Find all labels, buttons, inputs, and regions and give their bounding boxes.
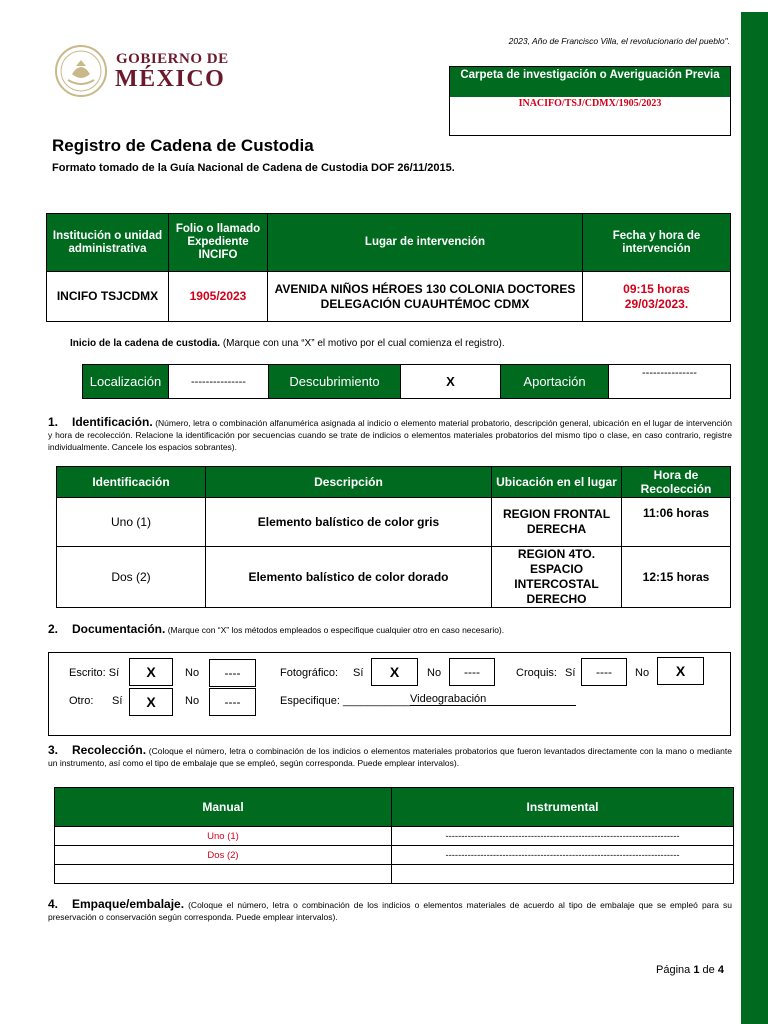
descubrimiento-label: Descubrimiento — [269, 365, 401, 399]
table-row — [55, 827, 734, 846]
recoleccion-table — [54, 787, 734, 884]
descubrimiento-value[interactable]: X — [401, 365, 501, 399]
section3-heading: Recolección. — [72, 743, 147, 757]
table-row — [57, 498, 731, 547]
pagina-label: Página — [656, 964, 691, 976]
fecha-line2: 29/03/2023. — [624, 296, 689, 311]
escrito-no-box[interactable]: ---- — [209, 659, 256, 687]
section1-heading: Identificación. — [72, 415, 153, 429]
carpeta-label: Carpeta de investigación o Averiguación Previa — [450, 67, 730, 97]
row2-descripcion: Elemento balístico de color dorado — [206, 547, 492, 608]
carpeta-box — [449, 66, 731, 136]
header-manual: Manual — [55, 788, 392, 827]
logo-line1: GOBIERNO DE — [116, 51, 229, 67]
year-motto: 2023, Año de Francisco Villa, el revolucionario del pueblo". — [508, 36, 730, 46]
otro-label: Otro: — [69, 695, 94, 707]
gobierno-logo — [54, 44, 244, 100]
header-lugar: Lugar de intervención — [268, 214, 583, 272]
lugar-line1: AVENIDA NIÑOS HÉROES 130 COLONIA DOCTORES — [274, 281, 576, 296]
documentacion-section — [48, 622, 504, 636]
inicio-instructions — [70, 338, 505, 349]
row2-id: Dos (2) — [57, 547, 206, 608]
national-seal-icon — [54, 44, 108, 98]
header-identificacion: Identificación — [57, 467, 206, 498]
cell-fecha — [583, 272, 731, 322]
table-row — [55, 846, 734, 865]
recoleccion-section — [48, 744, 732, 769]
localizacion-value[interactable]: --------------- — [169, 365, 269, 399]
row3-manual — [55, 865, 392, 884]
row1-manual: Uno (1) — [55, 827, 392, 846]
logo-line2: MÉXICO — [115, 66, 226, 92]
page-title: Registro de Cadena de Custodia — [52, 136, 314, 155]
aportacion-label: Aportación — [501, 365, 609, 399]
header-folio: Folio o llamado Expediente INCIFO — [169, 214, 268, 272]
lugar-line2: DELEGACIÓN CUAUHTÉMOC CDMX — [320, 296, 530, 311]
row2-ubicacion: REGION 4TO. ESPACIO INTERCOSTAL DERECHO — [492, 547, 622, 608]
table-row — [57, 547, 731, 608]
header-instrumental: Instrumental — [392, 788, 734, 827]
fotografico-no-label: No — [427, 667, 442, 679]
section4-note: (Coloque el número, letra o combinación de los indicios o elementos materiales de acuerdo al tipo de embalaje que se empleó para su preservación o conservación según corresponda. Puede emplear intervalos). — [48, 900, 732, 922]
fecha-line1: 09:15 horas — [623, 281, 690, 296]
page-number — [656, 964, 724, 976]
otro-no-box[interactable]: ---- — [209, 688, 256, 716]
localizacion-label: Localización — [83, 365, 169, 399]
fotografico-no-box[interactable]: ---- — [449, 658, 495, 686]
escrito-si-box[interactable]: X — [129, 658, 173, 686]
especifique-label: Especifique: ___________ — [280, 695, 411, 707]
section3-number: 3. — [48, 743, 59, 757]
inicio-options-table — [82, 364, 731, 399]
header-descripcion: Descripción — [206, 467, 492, 498]
inicio-text: (Marque con una “X” el motivo por el cual comienza el registro). — [220, 338, 505, 349]
row2-manual: Dos (2) — [55, 846, 392, 865]
de-label: de — [702, 964, 715, 976]
identificacion-table — [56, 466, 731, 608]
section4-heading: Empaque/embalaje. — [72, 897, 185, 911]
fotografico-label: Fotográfico: — [280, 667, 339, 679]
fotografico-si-label: Sí — [353, 667, 364, 679]
fotografico-si-box[interactable]: X — [371, 658, 418, 686]
total-pages: 4 — [717, 964, 724, 976]
header-hora: Hora de Recolección — [622, 467, 731, 498]
croquis-no-box[interactable]: X — [657, 657, 704, 685]
page-subtitle: Formato tomado de la Guía Nacional de Cadena de Custodia DOF 26/11/2015. — [52, 162, 455, 174]
section1-note: (Número, letra o combinación alfanumérica asignada al indicio o elemento material probatorio, descripción general, ubicación en el lugar de intervención y hora de recolección. Relacione la identificación por secuencias cuando se trate de indicios o elementos materiales probatorios del mismo tipo o clase, en caso contrario, registre individualmente. Cancele los espacios sobrantes). — [48, 418, 732, 452]
header-institucion: Institución o unidad administrativa — [47, 214, 169, 272]
section4-number: 4. — [48, 897, 59, 911]
croquis-label: Croquis: — [516, 667, 557, 679]
header-fecha: Fecha y hora de intervención — [583, 214, 731, 272]
side-color-bar — [741, 12, 768, 1024]
cell-lugar — [268, 272, 583, 322]
row1-instrumental: -------------------------------------------------------------------------- — [392, 827, 734, 846]
section2-note: (Marque con “X” los métodos empleados o especifique cualquier otro en caso necesario). — [165, 625, 505, 635]
section2-number: 2. — [48, 622, 59, 636]
otro-si-label: Sí — [112, 695, 123, 707]
especifique-value[interactable]: Videograbación — [410, 693, 576, 706]
escrito-no-label: No — [185, 667, 200, 679]
row2-instrumental: -------------------------------------------------------------------------- — [392, 846, 734, 865]
section1-number: 1. — [48, 415, 59, 429]
header-ubicacion: Ubicación en el lugar — [492, 467, 622, 498]
row1-ubicacion: REGION FRONTAL DERECHA — [492, 498, 622, 547]
empaque-section — [48, 898, 732, 923]
croquis-no-label: No — [635, 667, 650, 679]
carpeta-value: INACIFO/TSJ/CDMX/1905/2023 — [518, 98, 662, 109]
row1-id: Uno (1) — [57, 498, 206, 547]
inicio-bold: Inicio de la cadena de custodia. — [70, 338, 221, 349]
cell-institucion: INCIFO TSJCDMX — [47, 272, 169, 322]
identificacion-section — [48, 416, 732, 453]
escrito-label: Escrito: Sí — [69, 667, 120, 679]
row3-instrumental — [392, 865, 734, 884]
table-row — [55, 865, 734, 884]
documentacion-box — [48, 652, 731, 736]
section2-heading: Documentación. — [72, 622, 166, 636]
section3-note: (Coloque el número, letra o combinación de los indicios o elementos materiales probatorios que fueron levantados directamente con la mano o mediante un instrumento, así como el tipo de embalaje que se empleó, según corresponda. Puede emplear intervalos). — [48, 746, 732, 768]
row1-descripcion: Elemento balístico de color gris — [206, 498, 492, 547]
croquis-si-box[interactable]: ---- — [581, 658, 627, 686]
otro-no-label: No — [185, 695, 200, 707]
cell-folio: 1905/2023 — [169, 272, 268, 322]
otro-si-box[interactable]: X — [129, 688, 173, 716]
current-page: 1 — [693, 964, 700, 976]
intervention-table — [46, 213, 731, 322]
croquis-si-label: Sí — [565, 667, 576, 679]
row1-hora: 11:06 horas — [622, 498, 731, 547]
aportacion-value[interactable]: --------------- — [609, 365, 731, 399]
row2-hora: 12:15 horas — [622, 547, 731, 608]
